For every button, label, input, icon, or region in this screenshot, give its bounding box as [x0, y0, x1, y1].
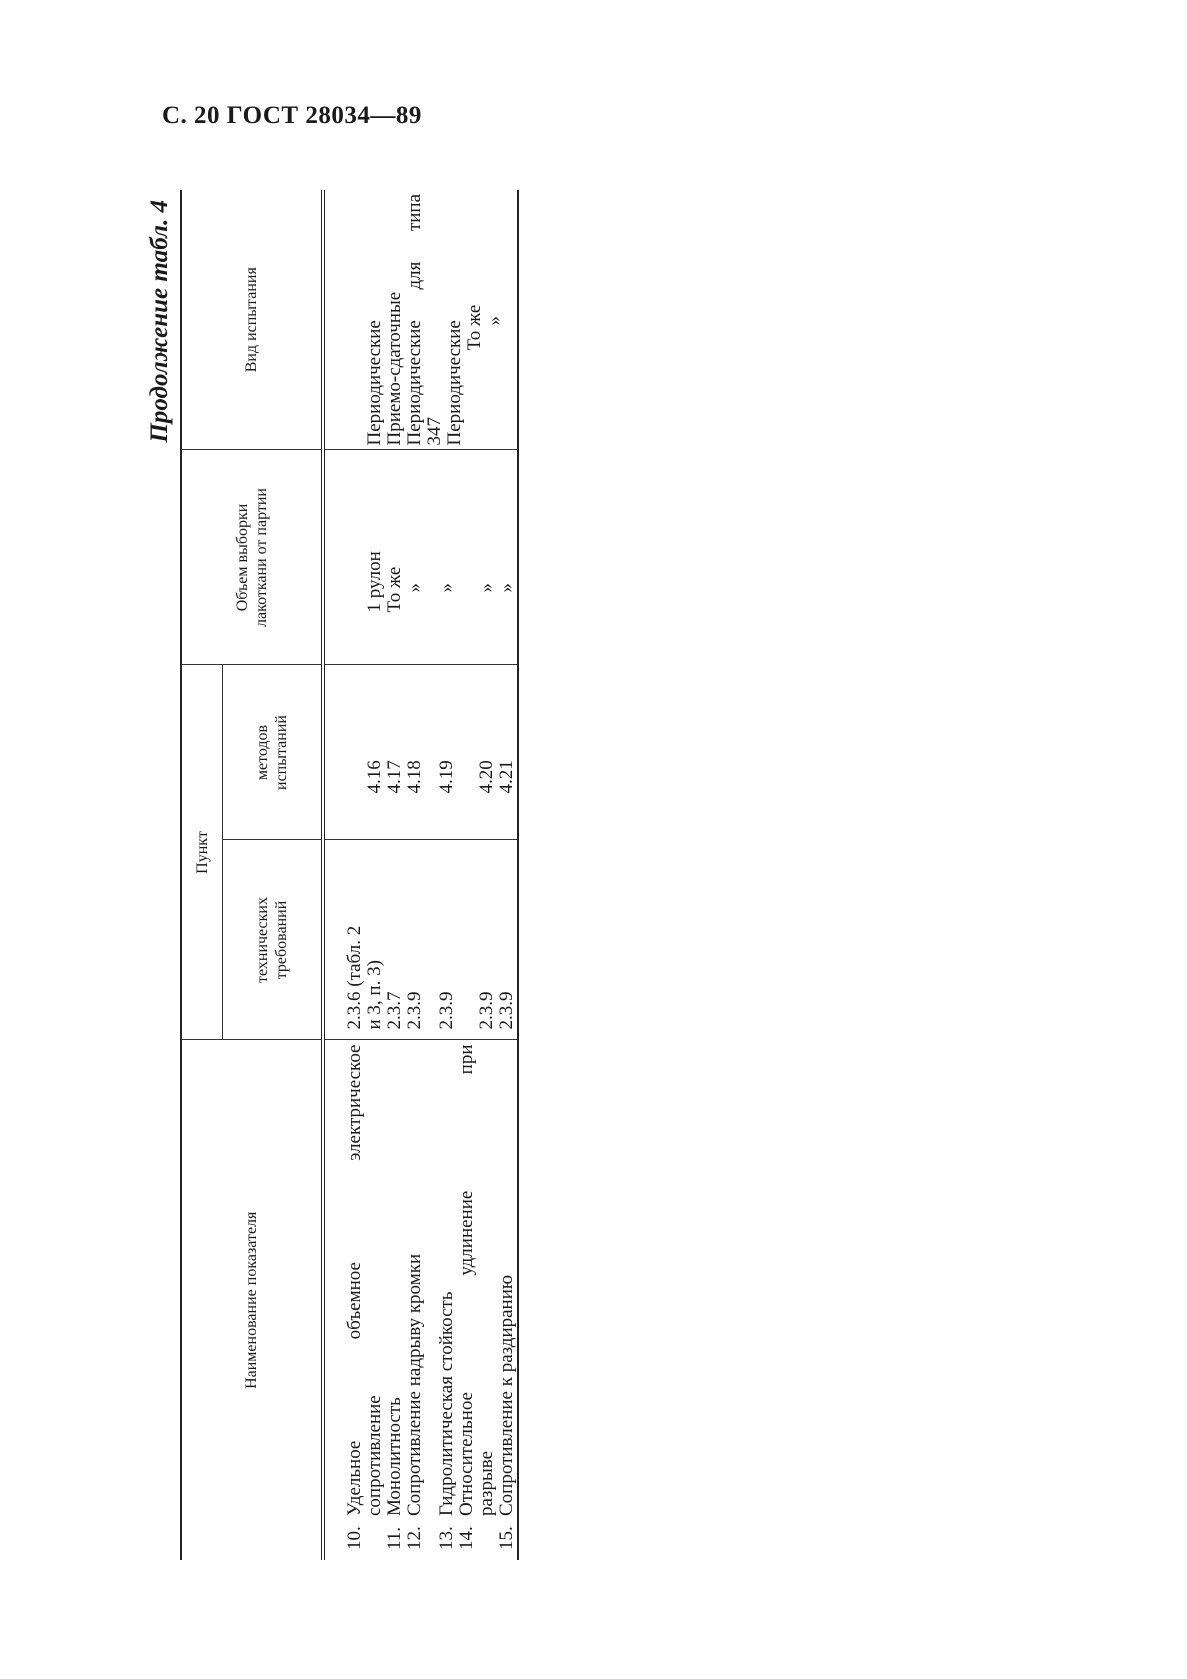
table-caption: Продолжение табл. 4	[146, 200, 173, 443]
table-row	[323, 190, 518, 1560]
name-cell: 10. Удельное объемное электрическое сопротивление 11. Монолитность 12. Сопротивление надрыву кромки 13. Гидролитическая стойкость 14. Относительное удлинение при разрыве 15. Сопротивление к раздиранию	[323, 1040, 518, 1560]
header-sample: Объем выборки лакоткани от партии	[181, 450, 323, 665]
methods-cell: 4.16 4.17 4.18 4.19 4.20 4.21	[323, 665, 518, 840]
header-name: Наименование показателя	[181, 1040, 323, 1560]
header-punkt: Пункт	[181, 665, 223, 1040]
tech-cell: 2.3.6 (табл. 2 и 3, п. 3) 2.3.7 2.3.9 2.3.9 2.3.9 2.3.9	[323, 840, 518, 1040]
rotated-table-block	[146, 190, 610, 1560]
sample-cell: 1 рулон То же » » » »	[323, 450, 518, 665]
test-table	[180, 190, 519, 1560]
kind-cell: Периодические Приемо-сдаточные Периодические для типа 347 Периодические То же »	[364, 193, 505, 446]
header-kind: Вид испытания	[243, 267, 260, 373]
header-tech: технических требований	[223, 840, 324, 1040]
header-methods: методов испытаний	[223, 665, 324, 840]
page-header: С. 20 ГОСТ 28034—89	[162, 102, 422, 129]
